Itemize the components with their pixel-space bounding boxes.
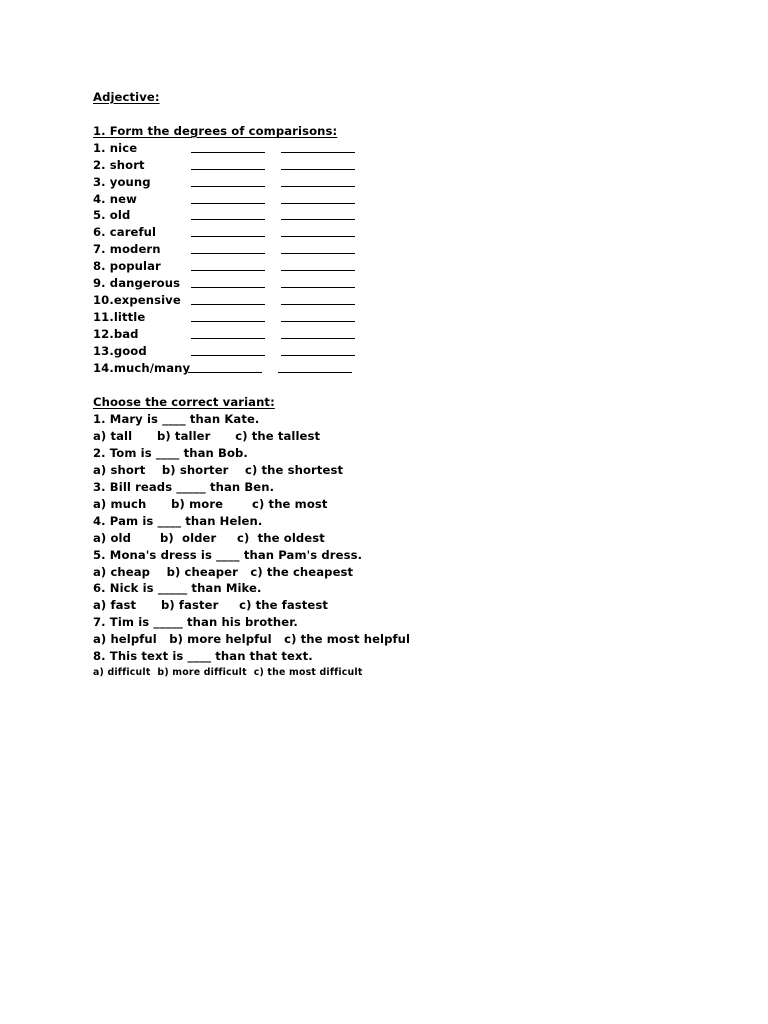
comparative-blank bbox=[191, 169, 265, 170]
comparative-blank bbox=[191, 355, 265, 356]
options-line: a) difficult b) more difficult c) the most difficult bbox=[93, 667, 363, 678]
superlative-blank bbox=[281, 287, 355, 288]
comparative-blank bbox=[191, 253, 265, 254]
exercise1-item: 10.expensive bbox=[93, 293, 181, 307]
question-line: 7. Tim is _____ than his brother. bbox=[93, 615, 298, 629]
exercise1-item: 1. nice bbox=[93, 141, 138, 155]
comparative-blank bbox=[191, 152, 265, 153]
comparative-blank bbox=[191, 321, 265, 322]
question-line: 1. Mary is ____ than Kate. bbox=[93, 412, 260, 426]
question-line: 3. Bill reads _____ than Ben. bbox=[93, 480, 275, 494]
superlative-blank bbox=[281, 203, 355, 204]
options-line: a) tall b) taller c) the tallest bbox=[93, 429, 321, 443]
superlative-blank bbox=[281, 270, 355, 271]
options-line: a) old b) older c) the oldest bbox=[93, 531, 325, 545]
superlative-blank bbox=[281, 321, 355, 322]
exercise1-item: 6. careful bbox=[93, 225, 157, 239]
comparative-blank bbox=[191, 287, 265, 288]
question-line: 5. Mona's dress is ____ than Pam's dress. bbox=[93, 548, 363, 562]
exercise1-item: 11.little bbox=[93, 310, 146, 324]
superlative-blank bbox=[281, 186, 355, 187]
superlative-blank bbox=[278, 372, 352, 373]
exercise1-item: 12.bad bbox=[93, 327, 139, 341]
comparative-blank bbox=[191, 270, 265, 271]
exercise1-item: 13.good bbox=[93, 344, 147, 358]
exercise1-item: 7. modern bbox=[93, 242, 161, 256]
exercise1-item: 2. short bbox=[93, 158, 145, 172]
comparative-blank bbox=[191, 219, 265, 220]
superlative-blank bbox=[281, 253, 355, 254]
comparative-blank bbox=[191, 236, 265, 237]
superlative-blank bbox=[281, 236, 355, 237]
question-line: 2. Tom is ____ than Bob. bbox=[93, 446, 248, 460]
superlative-blank bbox=[281, 169, 355, 170]
question-line: 8. This text is ____ than that text. bbox=[93, 649, 313, 663]
options-line: a) much b) more c) the most bbox=[93, 497, 328, 511]
section2-heading: Choose the correct variant: bbox=[93, 395, 275, 409]
superlative-blank bbox=[281, 219, 355, 220]
options-line: a) helpful b) more helpful c) the most helpful bbox=[93, 632, 411, 646]
comparative-blank bbox=[191, 338, 265, 339]
exercise1-item: 4. new bbox=[93, 192, 137, 206]
question-line: 6. Nick is _____ than Mike. bbox=[93, 581, 262, 595]
comparative-blank bbox=[188, 372, 262, 373]
comparative-blank bbox=[191, 304, 265, 305]
superlative-blank bbox=[281, 355, 355, 356]
exercise1-item: 9. dangerous bbox=[93, 276, 181, 290]
worksheet-title: Adjective: bbox=[93, 90, 160, 104]
superlative-blank bbox=[281, 152, 355, 153]
exercise1-item: 8. popular bbox=[93, 259, 161, 273]
options-line: a) cheap b) cheaper c) the cheapest bbox=[93, 565, 354, 579]
superlative-blank bbox=[281, 304, 355, 305]
question-line: 4. Pam is ____ than Helen. bbox=[93, 514, 263, 528]
options-line: a) fast b) faster c) the fastest bbox=[93, 598, 329, 612]
options-line: a) short b) shorter c) the shortest bbox=[93, 463, 344, 477]
exercise1-item: 3. young bbox=[93, 175, 151, 189]
section1-heading: 1. Form the degrees of comparisons: bbox=[93, 124, 338, 138]
exercise1-item: 14.much/many bbox=[93, 361, 191, 375]
comparative-blank bbox=[191, 186, 265, 187]
superlative-blank bbox=[281, 338, 355, 339]
comparative-blank bbox=[191, 203, 265, 204]
exercise1-item: 5. old bbox=[93, 208, 131, 222]
